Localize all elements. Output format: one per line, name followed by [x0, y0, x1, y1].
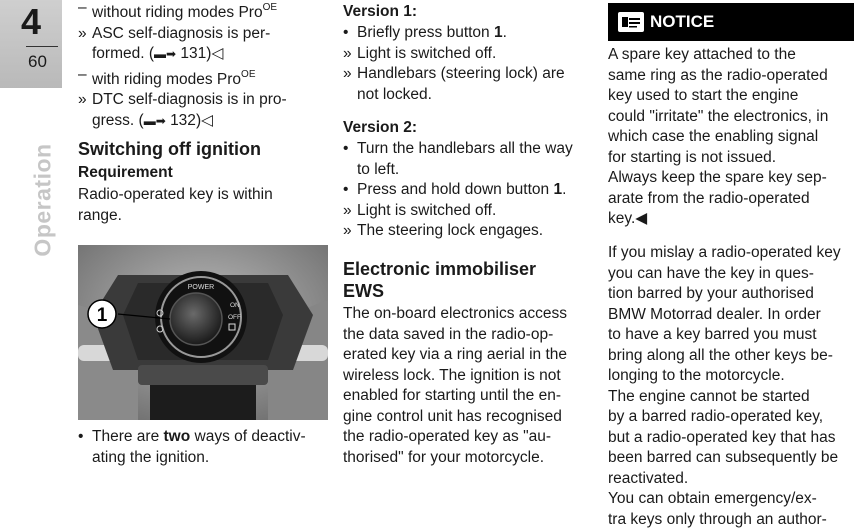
- deactivation-bullet: • There are two ways of deactiv- ating the ignition.: [78, 428, 306, 466]
- on-label: ON: [230, 302, 240, 309]
- list-item: » DTC self-diagnosis is in pro-: [78, 91, 287, 108]
- chapter-number: 4: [20, 1, 42, 42]
- ignition-switch-photo: [78, 245, 328, 420]
- page-reference-icon: ▬➡: [154, 47, 177, 61]
- riding-modes-list: [78, 0, 328, 131]
- list-item: » The steering lock engages.: [343, 222, 544, 239]
- list-item: » Light is switched off.: [343, 44, 497, 62]
- notice-text: A spare key attached to the same ring as the radio-operated key used to start the engine could "irritate" the electronics, in which case the enabling signal for starting is not issued. Always keep the spare key sep- arate from the radio-operated key.◀: [608, 46, 829, 227]
- page-reference-icon: ▬➡: [143, 113, 166, 128]
- version1-list: [343, 23, 593, 105]
- power-label: POWER: [187, 284, 215, 291]
- callout-number: 1: [96, 305, 108, 326]
- chapter-tab: [0, 0, 62, 88]
- page-reference[interactable]: 131: [180, 45, 207, 62]
- version2-list: [343, 139, 593, 242]
- list-item: to left.: [357, 160, 400, 178]
- barring-text: If you mislay a radio-operated key you can have the key in ques- tion barred by your authorised BMW Motorrad dealer. In order to have a key barred you must bring along all the other keys be- longing to the motorcycle. The engine cannot be started by a barred radio-operated key, but a radio-operated key that has been barred can subsequently be reactivated. You can obtain emergency/ex- tra keys only through an author-: [608, 244, 841, 528]
- list-item: – without riding modes Pro$^{OE}$: [78, 0, 278, 21]
- notice-icon: [618, 12, 644, 32]
- off-label: OFF: [228, 314, 241, 321]
- ignition-switch-illustration: [78, 245, 328, 420]
- immobiliser-heading: Electronic immobiliser EWS: [343, 259, 537, 301]
- page-reference[interactable]: 132: [170, 111, 196, 129]
- list-item: gress. (▬➡ 132)◁: [92, 111, 214, 129]
- immobiliser-body: The on-board electronics access the data saved in the radio-op- erated key via a ring aerial in the wireless lock. The ignition is not enabled for starting until the en- gine control unit has recognised the radio-operated key as "au- thorised" for your motorcycle.: [343, 305, 568, 466]
- list-item: • Briefly press button 1.: [343, 24, 507, 41]
- list-item: not locked.: [357, 85, 432, 103]
- list-item: – with riding modes Pro$^{OE}$: [78, 65, 256, 88]
- list-item: • Turn the handlebars all the way: [343, 140, 573, 157]
- chapter-divider: [26, 46, 58, 47]
- notice-header: [608, 3, 854, 41]
- list-item: • Press and hold down button 1.: [343, 181, 567, 198]
- list-item: » Handlebars (steering lock) are: [343, 65, 565, 82]
- version1-title: Version 1:: [343, 3, 418, 20]
- page-number: 60: [28, 52, 47, 71]
- list-item: » Light is switched off.: [343, 201, 497, 219]
- version2-title: Version 2:: [343, 119, 418, 136]
- section-heading: Switching off ignition: [78, 139, 261, 159]
- requirement-text: Radio-operated key is within range.: [78, 186, 273, 224]
- list-item: formed. (▬➡ 131)◁: [92, 45, 224, 62]
- section-label: Operation: [29, 143, 56, 257]
- list-item: » ASC self-diagnosis is per-: [78, 24, 271, 42]
- chapter-sidebar: [0, 0, 66, 524]
- subheading: Requirement: [78, 164, 173, 181]
- notice-title: NOTICE: [650, 11, 715, 31]
